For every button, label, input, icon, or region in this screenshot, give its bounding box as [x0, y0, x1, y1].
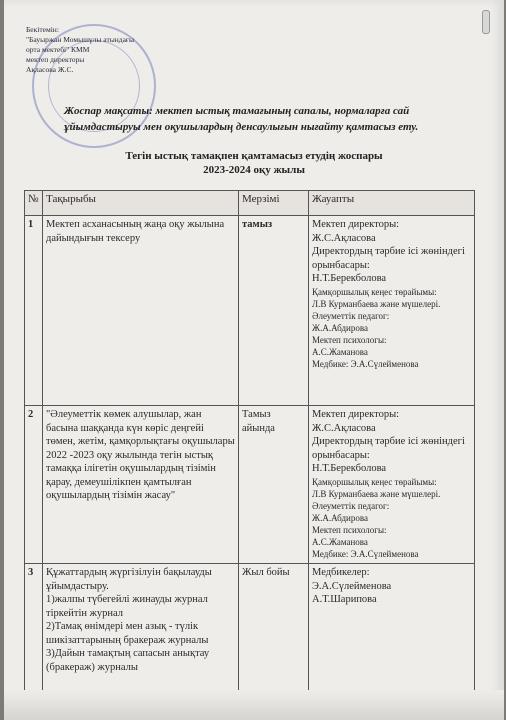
- responsible-line: Э.А.Сүлейменова: [312, 580, 392, 592]
- approval-line: мектеп директоры: [26, 55, 85, 64]
- header-topic: Тақырыбы: [43, 191, 239, 216]
- title-line-1: Тегін ыстық тамақпен қамтамасыз етудің жоспары: [125, 150, 383, 162]
- task-line: 1)жалпы түбегейлі жинауды журнал тіркейтін журнал: [46, 594, 208, 619]
- responsible-line: Қамқоршылық кеңес төрайымы:: [312, 476, 437, 487]
- responsible-line: Ж.А.Абдирова: [312, 322, 368, 333]
- table-header-row: [25, 191, 475, 216]
- approval-line: "Бауыржан Момышұлы атындағы: [26, 35, 135, 44]
- responsible-line: Мектеп директоры:: [312, 409, 400, 420]
- responsible-line: А.Т.Шарипова: [312, 594, 377, 605]
- responsible-line: Ж.С.Ақласова: [312, 232, 376, 244]
- responsible-line: Әлеуметтік педагог:: [312, 310, 390, 321]
- row-responsible: [309, 216, 475, 406]
- document-title: [44, 149, 464, 177]
- row-term: Жыл бойы: [239, 564, 309, 720]
- responsible-line: Медбикелер:: [312, 567, 370, 578]
- responsible-line: Қамқоршылық кеңес төрайымы:: [312, 286, 437, 297]
- document-page: [4, 0, 504, 720]
- task-line: Құжаттардың жүргізілуін бақылауды ұйымдастыру.: [46, 567, 212, 592]
- row-number: 1: [25, 216, 43, 406]
- responsible-line: Мектеп психологы:: [312, 334, 387, 345]
- approval-block: [26, 25, 186, 75]
- table-row: [25, 406, 475, 564]
- plan-goal: Жоспар мақсаты: мектеп ыстық тамағының сапалы, нормаларға сай ұйымдастыруы мен оқушылардың денсаулығын нығайту қамтасыз ету.: [64, 105, 419, 133]
- row-task: [43, 216, 239, 406]
- responsible-line: Мектеп директоры:: [312, 219, 400, 230]
- responsible-line: Медбике: Э.А.Сүлейменова: [312, 358, 419, 369]
- page-shadow: [4, 690, 504, 720]
- row-term: тамыз: [239, 216, 309, 406]
- binder-clip: [482, 10, 490, 34]
- approval-line: Ақласова Ж.С.: [26, 65, 74, 74]
- header-number: №: [25, 191, 43, 216]
- header-term: Мерзімі: [239, 191, 309, 216]
- row-term: Тамыз айында: [239, 406, 309, 564]
- responsible-line: Мектеп психологы:: [312, 524, 387, 535]
- header-responsible: Жауапты: [309, 191, 475, 216]
- responsible-line: Директордың тәрбие ісі жөніндегі орынбасары:: [312, 436, 465, 461]
- row-number: 3: [25, 564, 43, 720]
- row-task: [43, 406, 239, 564]
- responsible-line: Әлеуметтік педагог:: [312, 500, 390, 511]
- task-line: Мектеп асханасының жаңа оқу жылына дайындығын тексеру: [46, 219, 225, 244]
- responsible-line: Ж.А.Абдирова: [312, 512, 368, 523]
- responsible-line: А.С.Жаманова: [312, 536, 368, 547]
- plan-table: [24, 190, 475, 720]
- task-line: 3)Дайын тамақтың сапасын анықтау (бракераж) журналы: [46, 648, 210, 673]
- task-line: "Әлеуметтік көмек алушылар, жан басына шаққанда күн көріс деңгейі төмен, жетім, қамқорлықтағы оқушылары: [46, 409, 235, 447]
- responsible-line: Директордың тәрбие ісі жөніндегі орынбасары:: [312, 246, 465, 271]
- responsible-line: Н.Т.Берекболова: [312, 273, 387, 284]
- responsible-line: А.С.Жаманова: [312, 346, 368, 357]
- task-line: 2)Тамақ өнімдері мен азық - түлік шикізаттарының бракераж журналы: [46, 621, 209, 646]
- approval-line: Бекітемін:: [26, 25, 59, 34]
- responsible-line: Медбике: Э.А.Сүлейменова: [312, 548, 419, 559]
- responsible-line: Ж.С.Ақласова: [312, 422, 376, 434]
- approval-line: орта мектебі" КММ: [26, 45, 90, 54]
- responsible-line: Л.В Курманбаева және мүшелері.: [312, 488, 441, 499]
- responsible-line: Л.В Курманбаева және мүшелері.: [312, 298, 441, 309]
- task-line: 2022 -2023 оқу жылында тегін ыстық тамаққа ілігетін оқушылардың тізімін қарау, демеушілікпен қамтылған оқушылардың тізімін жасау": [46, 449, 216, 501]
- table-row: [25, 216, 475, 406]
- responsible-line: Н.Т.Берекболова: [312, 463, 387, 474]
- row-responsible: [309, 406, 475, 564]
- title-line-2: 2023-2024 оқу жылы: [203, 164, 305, 176]
- row-number: 2: [25, 406, 43, 564]
